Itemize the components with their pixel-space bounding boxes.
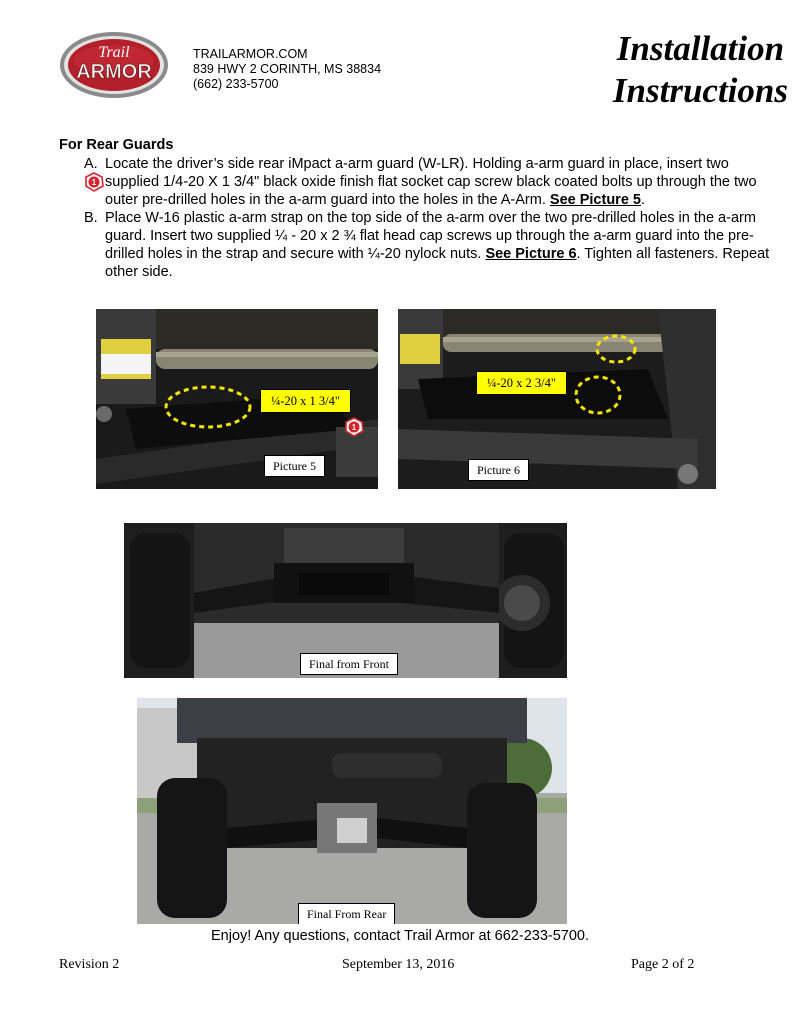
bolt-size-label: ¼-20 x 1 3/4" [260,389,351,413]
bolt-size-label: ¼-20 x 2 3/4" [476,371,567,395]
picture-6-image [398,309,716,489]
callout-number: 1 [351,423,357,433]
final-front-caption: Final from Front [300,653,398,675]
step-text: Place W-16 plastic a-arm strap on the top side of the a-arm over the two pre-drilled holes in the a-arm guard. Insert two supplied ¼ - 20 x 2 ¾ flat head cap screws up through the a-arm guard into the pre-drilled holes in the strap and secure with ¼-20 nylock nuts. [105,210,756,262]
logo-text-armor: ARMOR [76,61,152,83]
final-rear-caption: Final From Rear [298,903,395,924]
company-url: TRAILARMOR.COM [193,47,308,61]
step-marker: A. [84,156,98,172]
callout-badge-icon [344,417,364,437]
title-line-2: Instructions [612,71,788,110]
picture-6-photo [398,309,716,489]
closing-contact-text: Enjoy! Any questions, contact Trail Armor at 662-233-5700. [210,928,590,944]
final-rear-image [137,698,567,924]
step-marker: B. [84,210,98,226]
footer-page-number: Page 2 of 2 [631,957,695,972]
title-line-1: Installation [616,29,785,68]
step-a [84,155,774,209]
company-info [193,47,381,92]
final-front-photo [124,523,567,678]
picture-6-caption: Picture 6 [468,459,529,481]
step-text-after: . [640,192,646,208]
final-rear-photo [137,698,567,924]
see-picture-6-link[interactable]: See Picture 6 [485,246,577,262]
callout-badge-icon [84,172,104,192]
picture-5-photo [96,309,378,489]
company-phone: (662) 233-5700 [193,77,279,91]
footer-revision: Revision 2 [59,957,120,972]
step-text: Locate the driver’s side rear iMpact a-arm guard (W-LR). Holding a-arm guard in place, insert two supplied 1/4-20 X 1 3/4" black oxide finish flat socket cap screw black coated bolts up through the two outer pre-drilled holes in the a-arm guard into the holes in the A-Arm. [105,156,757,208]
document-title [613,28,788,112]
picture-5-caption: Picture 5 [264,455,325,477]
trail-armor-logo [58,30,170,100]
company-address: 839 HWY 2 CORINTH, MS 38834 [193,62,382,76]
see-picture-5-link[interactable]: See Picture 5 [549,192,641,208]
step-b [84,209,774,281]
footer-date: September 13, 2016 [342,957,455,972]
callout-number: 1 [91,178,97,188]
logo-text-trail: Trail [98,44,130,61]
step-text-after: . Tighten all fasteners. Repeat other side. [105,246,770,280]
instruction-steps [84,155,774,281]
section-heading: For Rear Guards [59,137,174,153]
